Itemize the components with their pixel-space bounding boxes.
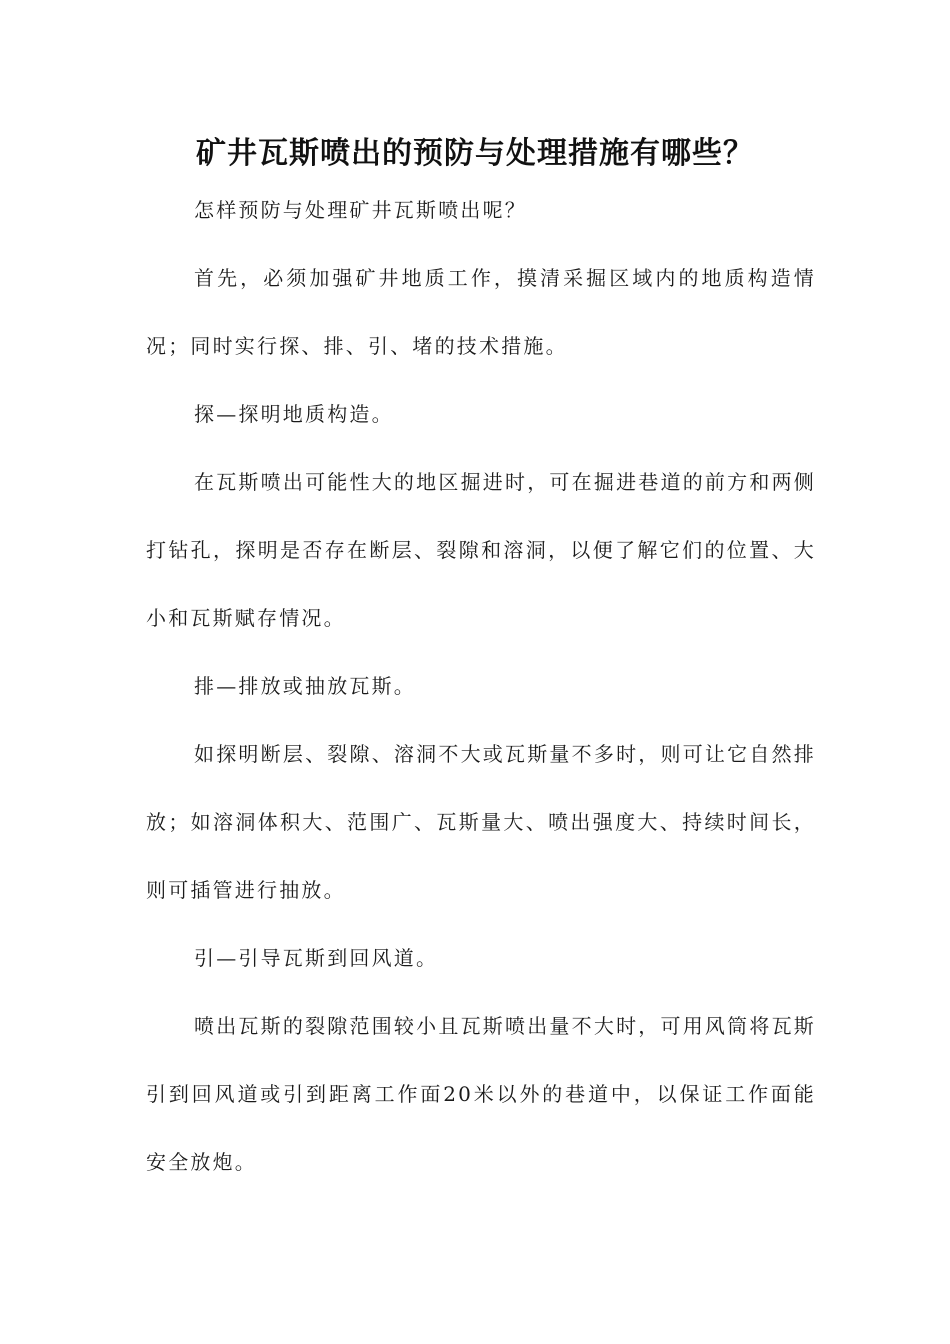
paragraph-guide-heading: 引—引导瓦斯到回风道。 bbox=[194, 946, 439, 970]
paragraph-first-measures: 首先，必须加强矿井地质工作，摸清采掘区域内的地质构造情况；同时实行探、排、引、堵的技术措施。 bbox=[146, 266, 816, 358]
paragraph-explore-heading: 探—探明地质构造。 bbox=[194, 402, 394, 426]
paragraph-drain-detail: 如探明断层、裂隙、溶洞不大或瓦斯量不多时，则可让它自然排放；如溶洞体积大、范围广、瓦斯量大、喷出强度大、持续时间长，则可插管进行抽放。 bbox=[146, 742, 816, 902]
paragraph-intro: 怎样预防与处理矿井瓦斯喷出呢？ bbox=[194, 198, 527, 222]
paragraph-explore-detail: 在瓦斯喷出可能性大的地区掘进时，可在掘进巷道的前方和两侧打钻孔，探明是否存在断层、裂隙和溶洞，以便了解它们的位置、大小和瓦斯赋存情况。 bbox=[146, 470, 816, 630]
document-title: 矿井瓦斯喷出的预防与处理措施有哪些？ bbox=[196, 136, 754, 171]
document-body bbox=[146, 176, 816, 1196]
paragraph-guide-detail: 喷出瓦斯的裂隙范围较小且瓦斯喷出量不大时，可用风筒将瓦斯引到回风道或引到距离工作面20米以外的巷道中，以保证工作面能安全放炮。 bbox=[146, 1014, 816, 1174]
paragraph-drain-heading: 排—排放或抽放瓦斯。 bbox=[194, 674, 416, 698]
